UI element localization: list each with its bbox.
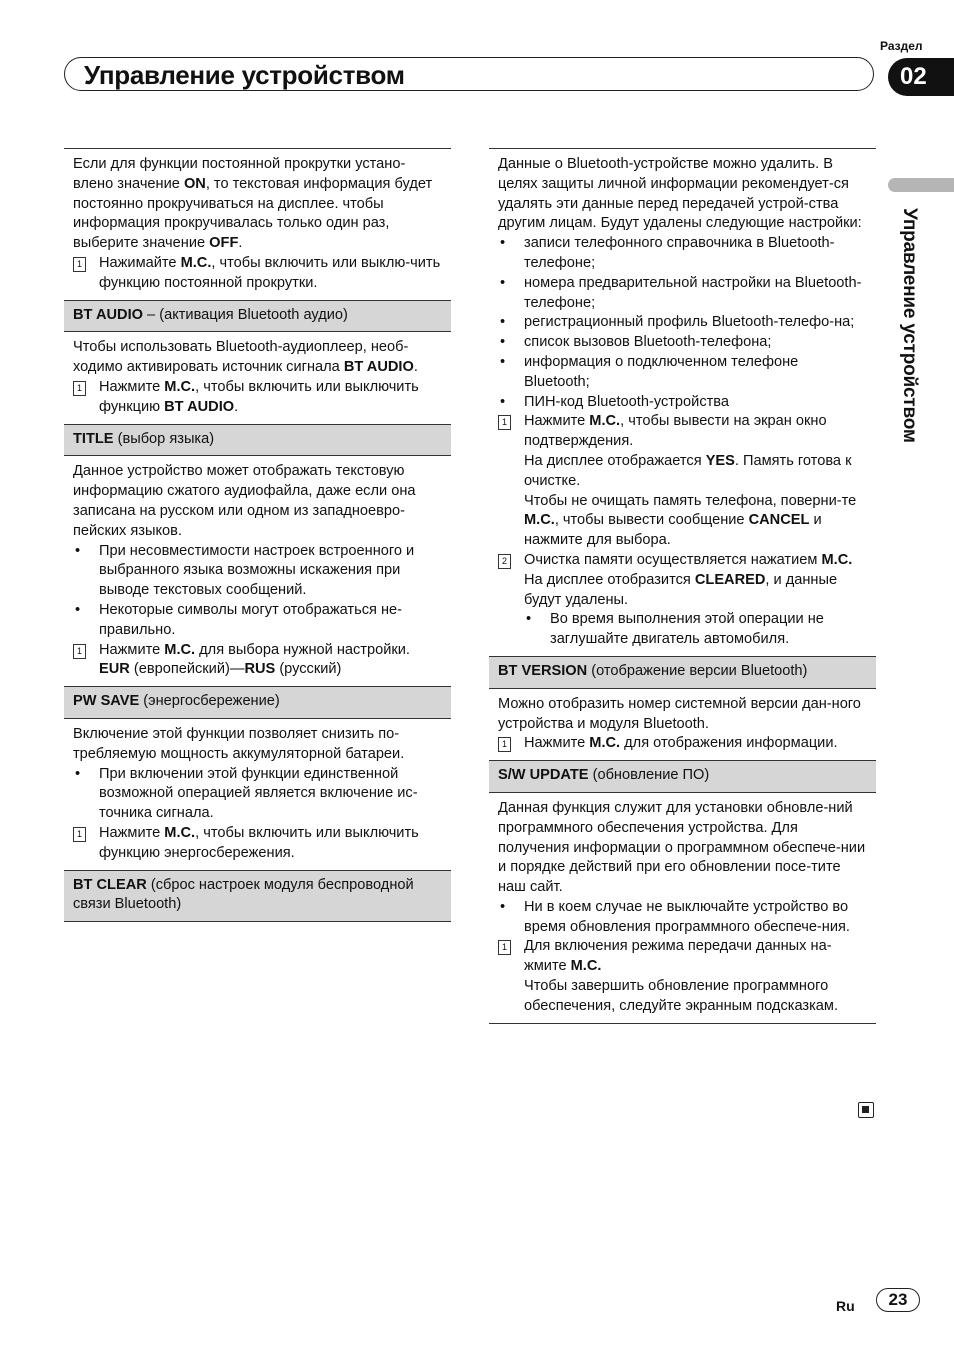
step-item [73, 641, 442, 681]
text: Нажмите [524, 735, 590, 752]
section-label: Раздел [880, 39, 923, 53]
text: и нажмите для выбора. [524, 512, 822, 549]
text: На дисплее отображается [524, 452, 706, 469]
text: . [238, 235, 243, 252]
step-item [498, 551, 867, 571]
text-bold: M.C. [570, 958, 602, 975]
text: На дисплее отобразится [524, 571, 695, 588]
step-item [73, 378, 442, 418]
step-continuation [498, 492, 867, 551]
right-column [489, 148, 876, 1024]
step-item [498, 937, 867, 977]
section-header-bt-audio [64, 300, 451, 332]
text-bold: CLEARED [694, 571, 766, 588]
bullet-item: • Некоторые символы могут отображаться не-правильно. [73, 601, 442, 641]
page-number: 23 [876, 1288, 920, 1312]
text: для отображения информации. [620, 735, 838, 752]
bullet-item: • регистрационный профиль Bluetooth-телефо-на; [498, 313, 867, 333]
text: , чтобы включить или выклю-чить функцию постоянной прокрутки. [99, 254, 441, 291]
header-desc: (выбор языка) [113, 430, 215, 447]
text: Нажмите [99, 641, 165, 658]
text: Нажмите [99, 378, 165, 395]
text-bold: ON [183, 175, 206, 192]
text: , и данные будут удалены. [524, 571, 838, 608]
text: (русский) [275, 661, 342, 678]
bt-version-block [489, 688, 876, 760]
text: . [234, 398, 239, 415]
text-bold: M.C. [164, 824, 196, 841]
side-title: Управление устройством [899, 208, 920, 443]
step-item [498, 734, 867, 754]
text: Чтобы не очищать память телефона, поверни-те [524, 492, 857, 509]
text: Чтобы использовать Bluetooth-аудиоплеер, необ-ходимо активировать источник сигнала [73, 339, 409, 376]
text: (европейский)— [129, 661, 245, 678]
header-desc: (сброс настроек модуля беспроводной связи Bluetooth) [73, 876, 414, 913]
text-bold: RUS [244, 661, 276, 678]
header-key: BT CLEAR [73, 876, 147, 893]
text: Для включения режима передачи данных на-жмите [524, 938, 832, 975]
step-continuation [498, 571, 867, 611]
bullet-item: • При несовместимости настроек встроенного и выбранного языка возможны искажения при выводе текстовых сообщений. [73, 542, 442, 601]
step-item [73, 254, 442, 294]
title-block [64, 455, 451, 686]
section-header-pw-save [64, 686, 451, 718]
text: , чтобы вывести сообщение [554, 512, 749, 529]
text: Нажмите [99, 824, 165, 841]
pw-save-block [64, 718, 451, 870]
sub-bullet-item: • Во время выполнения этой операции не заглушайте двигатель автомобиля. [498, 610, 867, 650]
paragraph: Данная функция служит для установки обновле-ний программного обеспечения устройства. Для получения информации о программном обеспече-нии и порядке действий при его обновлении посе-тите наш сайт. [498, 799, 866, 896]
bt-clear-details-block [489, 148, 876, 656]
end-of-section-icon [858, 1102, 874, 1118]
header-key: TITLE [73, 430, 114, 447]
step-number: 1 [73, 827, 86, 842]
paragraph: Данное устройство может отображать текстовую информацию сжатого аудиофайла, даже если она записана на русском или одном из западноевро-пейских языков. [73, 463, 416, 539]
header-desc: – (активация Bluetooth аудио) [143, 306, 348, 323]
bt-audio-block [64, 331, 451, 423]
text: Очистка памяти осуществляется нажатием [524, 551, 822, 568]
step-continuation: Чтобы завершить обновление программного обеспечения, следуйте экранным подсказкам. [524, 978, 838, 1014]
text-bold: M.C. [589, 735, 621, 752]
header-key: BT VERSION [498, 662, 588, 679]
side-tab-marker [888, 178, 954, 192]
text: , чтобы включить или выключить функцию [99, 378, 419, 415]
section-header-sw-update [489, 760, 876, 792]
step-number: 1 [498, 737, 511, 752]
step-continuation [498, 452, 867, 492]
section-number-badge: 02 [888, 58, 954, 96]
header-desc: (энергосбережение) [139, 693, 280, 710]
header-desc: (отображение версии Bluetooth) [587, 662, 808, 679]
section-header-bt-clear [64, 870, 451, 923]
sw-update-block [489, 792, 876, 1024]
text-bold: BT AUDIO [343, 359, 414, 376]
text: . Память готова к очистке. [524, 452, 852, 489]
text-bold: M.C. [180, 254, 212, 271]
text-bold: EUR [99, 661, 130, 678]
bullet-item: • список вызовов Bluetooth-телефона; [498, 333, 867, 353]
language-code: Ru [836, 1298, 855, 1314]
text: , чтобы включить или выключить функцию энергосбережения. [99, 824, 419, 861]
step-number: 1 [73, 257, 86, 272]
text-bold: CANCEL [748, 512, 810, 529]
header-key: BT AUDIO [73, 306, 143, 323]
text-bold: YES [705, 452, 735, 469]
paragraph: Данные о Bluetooth-устройстве можно удалить. В целях защиты личной информации рекомендует-ся удалять эти данные перед передачей устрой-ства другим лицам. Будут удалены следующие настройки: [498, 156, 862, 232]
left-column [64, 148, 451, 922]
bullet-item: • Ни в коем случае не выключайте устройство во время обновления программного обеспече-ния. [498, 898, 867, 938]
step-number: 1 [498, 940, 511, 955]
scroll-block [64, 148, 451, 300]
text-bold: M.C. [821, 551, 853, 568]
scroll-paragraph [73, 155, 442, 254]
page-title: Управление устройством [84, 60, 405, 90]
header-key: S/W UPDATE [498, 767, 589, 784]
text: Нажимайте [99, 254, 181, 271]
text: Если для функции постоянной прокрутки устано-влено значение [73, 156, 406, 192]
section-header-bt-version [489, 656, 876, 688]
step-number: 1 [73, 644, 86, 659]
text-bold: BT AUDIO [164, 398, 235, 415]
paragraph: Включение этой функции позволяет снизить по-требляемую мощность аккумуляторной батареи. [73, 725, 405, 762]
bullet-item: • При включении этой функции единственной возможной операцией является включение ис-точника сигнала. [73, 765, 442, 824]
step-number: 2 [498, 554, 511, 569]
text-bold: M.C. [524, 512, 555, 529]
text: , чтобы вывести на экран окно подтверждения. [524, 413, 827, 450]
text-bold: M.C. [164, 641, 196, 658]
step-number: 1 [498, 415, 511, 430]
header-key: PW SAVE [73, 693, 140, 710]
section-header-title [64, 424, 451, 456]
text: . [413, 359, 418, 376]
step-number: 1 [73, 381, 86, 396]
step-item [73, 824, 442, 864]
paragraph [73, 338, 442, 378]
header-desc: (обновление ПО) [588, 767, 710, 784]
paragraph: Можно отобразить номер системной версии дан-ного устройства и модуля Bluetooth. [498, 695, 861, 732]
text-bold: M.C. [589, 413, 621, 430]
text: для выбора нужной настройки. [195, 641, 410, 658]
text: Нажмите [524, 413, 590, 430]
bullet-item: • записи телефонного справочника в Bluetooth-телефоне; [498, 234, 867, 274]
text-bold: M.C. [164, 378, 196, 395]
text: , то текстовая информация будет постоянно прокручиваться на дисплее. чтобы информация прокручивалась только один раз, выберите значение [73, 175, 433, 252]
bullet-item: • информация о подключенном телефоне Bluetooth; [498, 353, 867, 393]
text-bold: OFF [209, 235, 239, 252]
bullet-item: • ПИН-код Bluetooth-устройства [498, 393, 867, 413]
step-item [498, 412, 867, 452]
bullet-item: • номера предварительной настройки на Bluetooth-телефоне; [498, 274, 867, 314]
